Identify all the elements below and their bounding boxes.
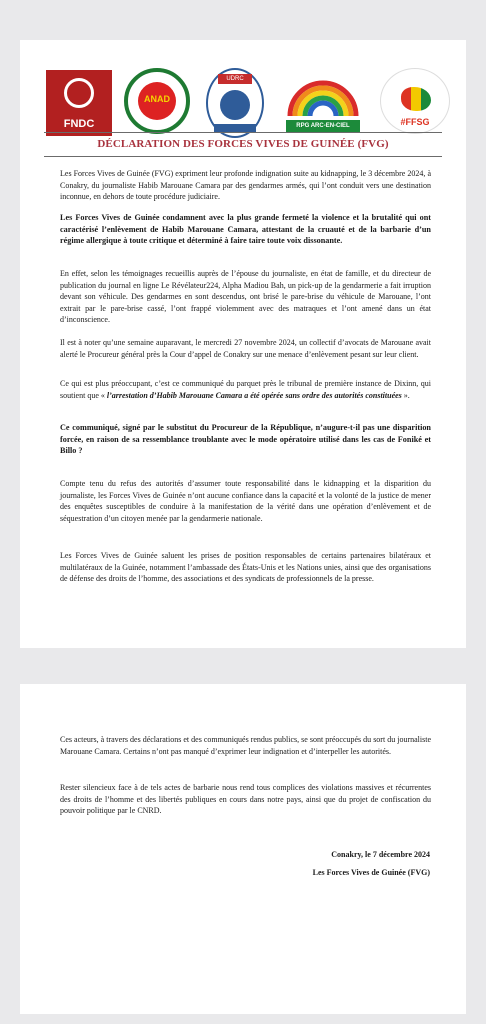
rpg-logo-text: RPG ARC-EN-CIEL xyxy=(286,120,360,132)
document-page-2 xyxy=(20,684,466,1014)
paragraph-2: Les Forces Vives de Guinée condamnent avec la plus grande fermeté la violence et la brutalité qui ont caractérisé l’enlèvement de Habib Marouane Camara, attestant de la cruauté et de la barbarie d’un régime allergique à toute critique et déterminé à faire taire toute voix dissonante. xyxy=(60,213,431,245)
paragraph-7: Compte tenu du refus des autorités d’assumer toute responsabilité dans le kidnapping et la disparition du journaliste, les Forces Vives de Guinée n’ont aucune confiance dans la capacité et la volonté de la justice de mener des enquêtes susceptibles de conduire à la manifestation de la vérité dans une opération d’enlèvement et de séquestration d’un citoyen menée par la gendarmerie nationale. xyxy=(60,479,431,523)
paragraph-5-tail: ». xyxy=(401,390,410,400)
signature-place-date: Conakry, le 7 décembre 2024 xyxy=(331,850,430,859)
paragraph-5-quote: l’arrestation d’Habib Marouane Camara a été opérée sans ordre des autorités constituées xyxy=(106,390,402,400)
fndc-logo-text: FNDC xyxy=(63,118,95,130)
guinea-map-icon xyxy=(401,87,431,111)
title-bottom-rule xyxy=(44,156,442,157)
document-page-1 xyxy=(20,40,466,648)
paragraph-8: Les Forces Vives de Guinée saluent les prises de position responsables de certains partenaires bilatéraux et multilatéraux de la Guinée, notamment l’ambassade des États-Unis et les Nations unies, ainsi que des organisations de défense des droits de l’homme, des associations et des syndicats de professionnels de la presse. xyxy=(60,551,431,583)
anad-logo xyxy=(124,68,190,134)
paragraph-5-lead: Ce qui est plus préoccupant, c’est ce communiqué du parquet près le tribunal de première instance de Dixinn, qui soutient que « xyxy=(60,379,431,400)
paragraph-5 xyxy=(60,378,431,401)
fndc-emblem-icon xyxy=(64,78,94,108)
ffsg-logo xyxy=(380,68,450,134)
signature-signatory: Les Forces Vives de Guinée (FVG) xyxy=(312,868,430,877)
udrc-logo-text: UDRC xyxy=(218,74,252,84)
fndc-logo xyxy=(46,70,112,136)
rpg-logo xyxy=(282,68,364,134)
paragraph-10: Rester silencieux face à de tels actes de barbarie nous rend tous complices des violations massives et récurrentes des droits de l’homme et des libertés publiques en cours dans notre pays, ainsi que du projet de confiscation du pouvoir politique par le CNRD. xyxy=(60,783,431,815)
paragraph-1: Les Forces Vives de Guinée (FVG) expriment leur profonde indignation suite au kidnapping, le 3 décembre 2024, à Conakry, du journaliste Habib Marouane Camara par des gendarmes armés, qui l’ont conduit vers une destination inconnue, en dehors de toute procédure judiciaire. xyxy=(60,169,431,201)
ffsg-logo-text: #FFSG xyxy=(400,117,430,127)
paragraph-3: En effet, selon les témoignages recueillis auprès de l’épouse du journaliste, en état de famille, et du directeur de publication du journal en ligne Le Révélateur224, Alpha Madiou Bah, un pick-up de la gendarmerie a fait irruption devant son véhicule. Des gendarmes en sont descendus, ont brisé le pare-brise du véhicule de Marouane, l’ont extrait par le pare-brise cassé, l’ont frappé violemment avec des matraques et l’ont amené dans un état d’inconscience. xyxy=(60,269,431,324)
title-top-rule xyxy=(44,132,442,133)
udrc-band-icon xyxy=(214,124,256,132)
paragraph-6: Ce communiqué, signé par le substitut du Procureur de la République, n’augure-t-il pas une disparition forcée, en raison de sa ressemblance troublante avec le mode opératoire utilisé dans les cas de Foniké et Billo ? xyxy=(60,423,431,455)
paragraph-4: Il est à noter qu’une semaine auparavant, le mercredi 27 novembre 2024, un collectif d’avocats de Marouane avait alerté le Procureur général près la Cour d’appel de Conakry sur une menace d’enlèvement pesant sur leur client. xyxy=(60,338,431,359)
udrc-emblem-icon xyxy=(220,90,250,120)
udrc-logo xyxy=(206,68,264,138)
rainbow-icon xyxy=(282,68,364,120)
declaration-title: DÉCLARATION DES FORCES VIVES DE GUINÉE (FVG) xyxy=(97,138,389,150)
paragraph-9: Ces acteurs, à travers des déclarations et des communiqués rendus publics, se sont préoccupés du sort du journaliste Marouane Camara. Certains n’ont pas manqué d’exprimer leur indignation et d’interpeller les autorités. xyxy=(60,735,431,756)
anad-logo-text: ANAD xyxy=(144,94,170,104)
